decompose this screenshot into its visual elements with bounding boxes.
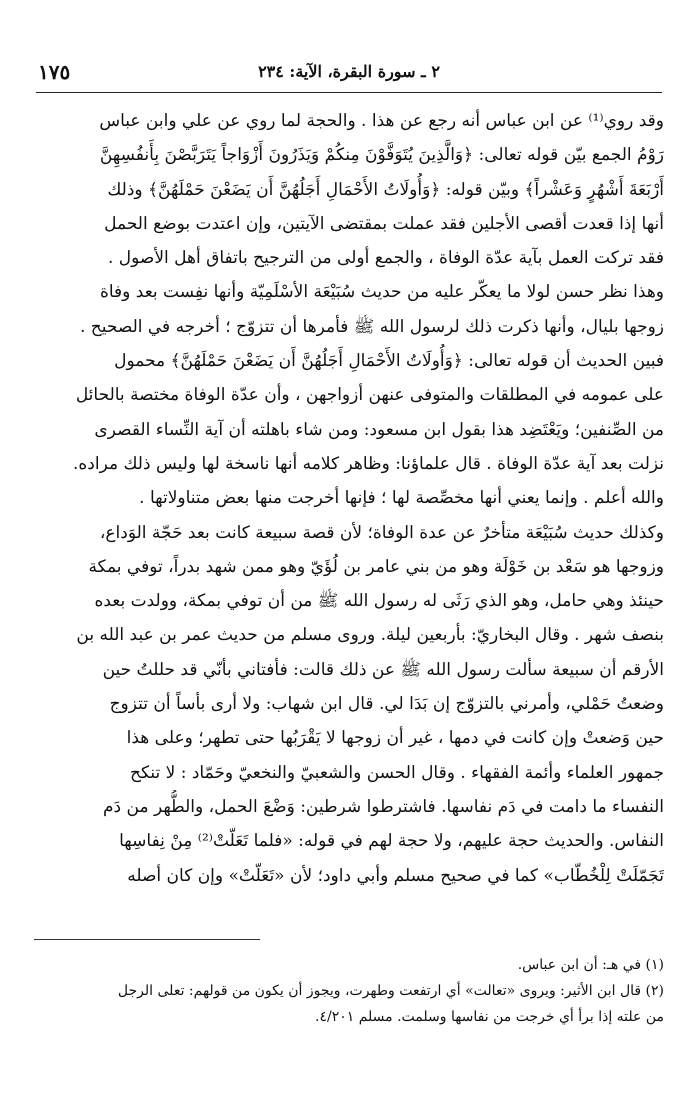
header-divider	[36, 92, 662, 93]
text-line: حينئذ وهي حامل، وهو الذي رَثَى له رسول الله ﷺ من أن توفي بمكة، وولدت بعده	[94, 591, 664, 612]
text-line: وضعتُ حَمْلي، وأمرني بالتزوّج إن بَدَا لي. قال ابن شهاب: ولا أرى بأساً أن تتزوج	[109, 694, 664, 715]
page-header	[38, 60, 660, 90]
text-line: جمهور العلماء وأئمة الفقهاء . وقال الحسن والشعبيّ والنخعيّ وحَمّاد : لا تنكح	[129, 762, 664, 783]
running-head: ٢ ـ سورة البقرة، الآية: ٢٣٤	[258, 62, 440, 81]
text-line: أنها إذا قعدت أقصى الأجلين فقد عملت بمقتضى الآيتين، وإن اعتدت بوضع الحمل	[104, 213, 664, 234]
text-line: فقد تركت العمل بآية عدّة الوفاة ، والجمع أولى من الترجيح باتفاق أهل الأصول .	[107, 248, 664, 269]
footnote-line: (٢) قال ابن الأثير: ويروى «تعالت» أي ارتفعت وطهرت، ويجوز أن يكون من قولهم: تعلى الرجل	[117, 983, 664, 999]
footnote-line: (١) في هـ: أن ابن عباس.	[517, 957, 664, 973]
text-line: زوجها بليال، وأنها ذكرت ذلك لرسول الله ﷺ فأمرها أن تتزوّج ؛ أخرجه في الصحيح .	[79, 316, 664, 337]
text-line: وزوجها هو سَعْد بن خَوْلَة وهو من بني عامر بن لُؤَيّ وهو ممن شهد بدراً، توفي بمكة	[88, 556, 664, 577]
text-line: نزلت بعد آية عدّة الوفاة . قال علماؤنا: وظاهر كلامه أنها ناسخة لها وليس ذلك مراده.	[72, 453, 664, 474]
text-line: النفساء ما دامت في دَم نفاسها. فاشترطوا شرطين: وَضْعَ الحمل، والطُّهر من دَم	[103, 796, 664, 817]
text-line: من الصِّنفين؛ ويَعْتَضِد هذا بقول ابن مسعود: ومن شاء باهلته أن آية النِّساء القصرى	[94, 419, 664, 440]
text-line: وكذلك حديث سُبَيْعَة متأخرٌ عن عدة الوفاة؛ لأن قصة سبيعة كانت بعد حَجّة الوَداع،	[99, 522, 664, 543]
text-line: النفاس. والحديث حجة عليهم، ولا حجة لهم في قوله: «فلما تَعَلّتْ⁽²⁾ مِنْ نِفاسِها	[119, 831, 664, 852]
text-line: حين وَضعتْ وإن كانت في دمها ، غير أن زوجها لا يَقْرَبُها حتى تطهر؛ وعلى هذا	[126, 728, 664, 749]
text-line: تَجَمّلَتْ لِلْخُطّاب» كما في صحيح مسلم وأبي داود؛ لأن «تَعَلّتْ» وإن كان أصله	[127, 865, 664, 886]
footnote-line: من علته إذا برأ أي خرجت من نفاسها وسلمت. مسلم ٤/٢٠١.	[315, 1009, 664, 1025]
text-line: على عمومه في المطلقات والمتوفى عنهن أزواجهن ، وأن عدّة الوفاة مختصة بالحائل	[75, 385, 664, 406]
text-line: رَوْمُ الجمع بيّن قوله تعالى: ﴿وَالَّذِينَ يُتَوَفَّوْنَ مِنكُمْ وَيَذَرُونَ أَزْوَاجاً يَتَرَبَّصْنَ بِأَنفُسِهِنَّ	[99, 145, 664, 166]
footnotes	[34, 952, 664, 1030]
text-line: بنصف شهر . وقال البخاريّ: بأربعين ليلة. وروى مسلم من حديث عمر بن عبد الله بن	[76, 625, 664, 646]
text-line: أَرْبَعَةَ أَشْهُرٍ وَعَشْراً﴾ وبيّن قوله: ﴿وَأُولَاتُ الأَحْمَالِ أَجَلُهُنَّ أَن يَضَعْنَ حَمْلَهُنَّ﴾ وذلك	[107, 179, 664, 200]
page-number: ١٧٥	[38, 60, 71, 84]
body-text	[34, 104, 664, 893]
text-line: فبين الحديث أن قوله تعالى: ﴿وَأُولَاتُ الأَحْمَالِ أَجَلُهُنَّ أَن يَضَعْنَ حَمْلَهُنَّ﴾ محمول	[114, 351, 664, 372]
text-line: وهذا نظر حسن لولا ما يعكّر عليه من حديث سُبَيْعَة الأسْلَمِيّة وأنها نفِست بعد وفاة	[99, 282, 664, 303]
text-line: الأرقم أن سبيعة سألت رسول الله ﷺ عن ذلك قالت: فأفتاني بأنّي قد حللتُ حين	[102, 659, 664, 680]
text-line: وقد روي⁽¹⁾ عن ابن عباس أنه رجع عن هذا . والحجة لما روي عن علي وابن عباس	[99, 111, 664, 131]
footnote-divider	[34, 939, 260, 940]
text-line: والله أعلم . وإنما يعني أنها مخصِّصة لها ؛ فإنها أخرجت منها بعض متناولاتها .	[139, 488, 664, 509]
